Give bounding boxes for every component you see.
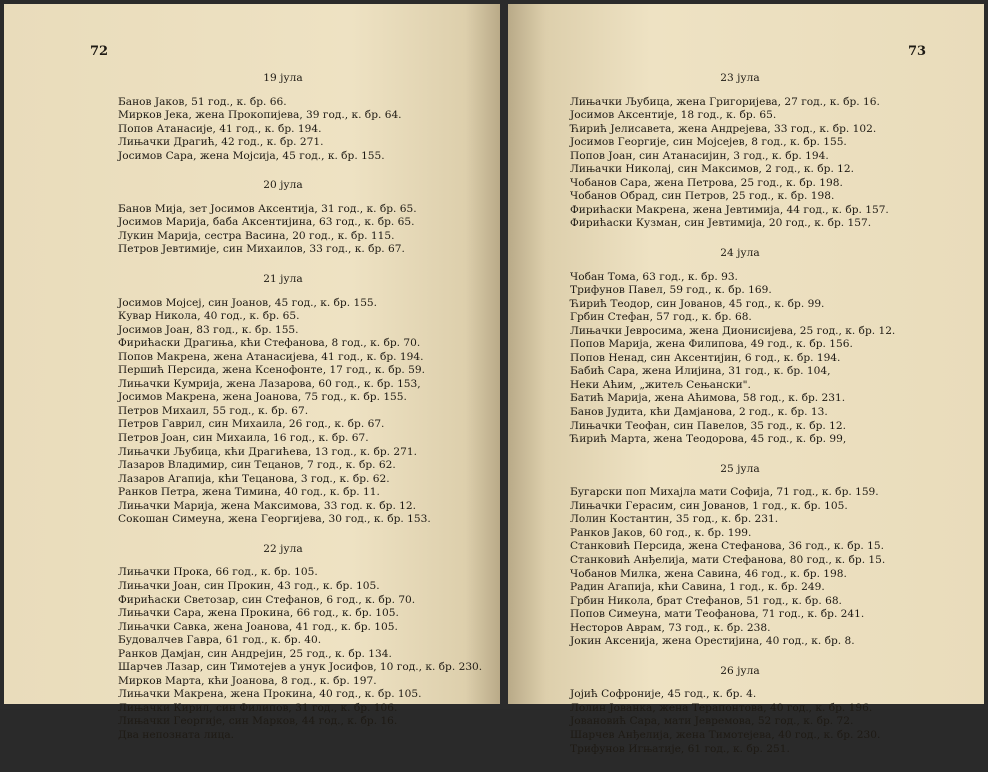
list-item: Трифунов Игњатије, 61 год., к. бр. 251. bbox=[570, 742, 790, 755]
list-item: Мирков Јека, жена Прокопијева, 39 год., к. бр. 64. bbox=[118, 109, 402, 122]
date-section bbox=[570, 665, 910, 756]
list-item: Лињачки Сара, жена Прокина, 66 год., к. бр. 105. bbox=[118, 607, 399, 620]
list-item: Попов Јоан, син Атанасијин, 3 год., к. бр. 194. bbox=[570, 149, 829, 162]
list-item: Батић Марија, жена Аћимова, 58 год., к. бр. 231. bbox=[570, 392, 846, 405]
list-item: Лолин Јованка, жена Терапонтова, 40 год., к. бр. 196. bbox=[570, 701, 873, 714]
right-page bbox=[508, 4, 984, 755]
list-item: Лињачки Кумрија, жена Лазарова, 60 год., к. бр. 153, bbox=[118, 377, 421, 390]
page-content bbox=[570, 72, 910, 772]
list-item: Несторов Аврам, 73 год., к. бр. 238. bbox=[570, 621, 771, 634]
list-item: Лињачки Јоан, син Прокин, 43 год., к. бр. 105. bbox=[118, 579, 380, 592]
list-item: Фирићаски Светозар, син Стефанов, 6 год., к. бр. 70. bbox=[118, 593, 416, 606]
section-heading: 24 јула bbox=[720, 247, 760, 260]
date-section bbox=[118, 273, 482, 527]
entry-list bbox=[570, 271, 910, 447]
list-item: Попов Марија, жена Филипова, 49 год., к. бр. 156. bbox=[570, 338, 853, 351]
entry-list bbox=[118, 203, 482, 257]
list-item: Неки Аћим, „житељ Сењански". bbox=[570, 378, 751, 391]
list-item: Трифунов Павел, 59 год., к. бр. 169. bbox=[570, 284, 772, 297]
list-item: Ћирић Теодор, син Јованов, 45 год., к. бр. 99. bbox=[570, 297, 825, 310]
section-heading: 25 јула bbox=[720, 462, 760, 475]
left-page bbox=[4, 4, 500, 741]
list-item: Петров Јевтимије, син Михаилов, 33 год., к. бр. 67. bbox=[118, 243, 405, 256]
list-item: Лукин Марија, сестра Васина, 20 год., к. бр. 115. bbox=[118, 229, 395, 242]
list-item: Лињачки Марија, жена Максимова, 33 год. к. бр. 12. bbox=[118, 499, 417, 512]
list-item: Јокин Аксенија, жена Орестијина, 40 год., к. бр. 8. bbox=[570, 635, 855, 648]
list-item: Јосимов Мојсеј, син Јоанов, 45 год., к. бр. 155. bbox=[118, 296, 378, 309]
page-number: 72 bbox=[90, 44, 109, 59]
list-item: Лињачки Прока, 66 год., к. бр. 105. bbox=[118, 566, 318, 579]
section-heading: 20 јула bbox=[263, 179, 303, 192]
date-section bbox=[570, 247, 910, 447]
list-item: Петров Михаил, 55 год., к. бр. 67. bbox=[118, 404, 309, 417]
list-item: Лињачки Драгић, 42 год., к. бр. 271. bbox=[118, 136, 324, 149]
list-item: Станковић Персида, жена Стефанова, 36 год., к. бр. 15. bbox=[570, 540, 884, 553]
entry-list bbox=[570, 96, 910, 231]
list-item: Чобанов Милка, жена Савина, 46 год., к. бр. 198. bbox=[570, 567, 847, 580]
list-item: Јосимов Аксентије, 18 год., к. бр. 65. bbox=[570, 109, 777, 122]
list-item: Ћирић Јелисавета, жена Андрејева, 33 год., к. бр. 102. bbox=[570, 122, 877, 135]
list-item: Будовалчев Гавра, 61 год., к. бр. 40. bbox=[118, 634, 322, 647]
date-section bbox=[570, 72, 910, 231]
list-item: Јовановић Сара, мати Јевремова, 52 год., к. бр. 72. bbox=[570, 715, 854, 728]
list-item: Радин Агапија, кћи Савина, 1 год., к. бр. 249. bbox=[570, 581, 825, 594]
list-item: Попов Ненад, син Аксентијин, 6 год., к. бр. 194. bbox=[570, 351, 841, 364]
list-item: Јосимов Сара, жена Мојсија, 45 год., к. бр. 155. bbox=[118, 149, 385, 162]
date-section bbox=[118, 543, 482, 743]
list-item: Бабић Сара, жена Илијина, 31 год., к. бр. 104, bbox=[570, 365, 831, 378]
list-item: Лињачки Георгије, син Марков, 44 год., к. бр. 16. bbox=[118, 715, 398, 728]
section-heading: 22 јула bbox=[263, 542, 303, 555]
list-item: Бугарски поп Михајла мати Софија, 71 год., к. бр. 159. bbox=[570, 486, 879, 499]
list-item: Грбин Стефан, 57 год., к. бр. 68. bbox=[570, 311, 752, 324]
list-item: Лолин Костантин, 35 год., к. бр. 231. bbox=[570, 513, 779, 526]
list-item: Лињачки Николај, син Максимов, 2 год., к. бр. 12. bbox=[570, 163, 855, 176]
section-heading: 26 јула bbox=[720, 664, 760, 677]
list-item: Чобан Тома, 63 год., к. бр. 93. bbox=[570, 270, 738, 283]
list-item: Чобанов Сара, жена Петрова, 25 год., к. бр. 198. bbox=[570, 176, 843, 189]
list-item: Сокошан Симеуна, жена Георгијева, 30 год., к. бр. 153. bbox=[118, 513, 431, 526]
list-item: Шарчев Анђелија, жена Тимотејева, 40 год., к. бр. 230. bbox=[570, 728, 881, 741]
page-number: 73 bbox=[908, 44, 927, 59]
entry-list bbox=[118, 96, 482, 164]
list-item: Лињачки Макрена, жена Прокина, 40 год., к. бр. 105. bbox=[118, 688, 422, 701]
list-item: Јосимов Макрена, жена Јоанова, 75 год., к. бр. 155. bbox=[118, 391, 407, 404]
page-content bbox=[118, 72, 482, 759]
list-item: Фирићаски Драгиња, кћи Стефанова, 8 год., к. бр. 70. bbox=[118, 337, 421, 350]
list-item: Ранков Дамјан, син Андрејин, 25 год., к. бр. 134. bbox=[118, 647, 392, 660]
list-item: Банов Јудита, кћи Дамјанова, 2 год., к. бр. 13. bbox=[570, 406, 828, 419]
list-item: Лињачки Теофан, син Павелов, 35 год., к. бр. 12. bbox=[570, 419, 847, 432]
list-item: Ранков Јаков, 60 год., к. бр. 199. bbox=[570, 526, 752, 539]
list-item: Лињачки Герасим, син Јованов, 1 год., к. бр. 105. bbox=[570, 499, 848, 512]
date-section bbox=[118, 179, 482, 257]
entry-list bbox=[118, 566, 482, 742]
date-section bbox=[570, 463, 910, 649]
list-item: Мирков Марта, кћи Јоанова, 8 год., к. бр. 197. bbox=[118, 674, 377, 687]
list-item: Два непозната лица. bbox=[118, 728, 235, 741]
list-item: Попов Макрена, жена Атанасијева, 41 год., к. бр. 194. bbox=[118, 350, 424, 363]
list-item: Попов Атанасије, 41 год., к. бр. 194. bbox=[118, 122, 322, 135]
list-item: Лињачки Савка, жена Јоанова, 41 год., к. бр. 105. bbox=[118, 620, 398, 633]
list-item: Шарчев Лазар, син Тимотејев а унук Јосифов, 10 год., к. бр. 230. bbox=[118, 661, 483, 674]
list-item: Чобанов Обрад, син Петров, 25 год., к. бр. 198. bbox=[570, 190, 835, 203]
list-item: Банов Јаков, 51 год., к. бр. 66. bbox=[118, 95, 287, 108]
list-item: Першић Персида, жена Ксенофонте, 17 год., к. бр. 59. bbox=[118, 364, 425, 377]
section-heading: 21 јула bbox=[263, 273, 303, 286]
list-item: Лињачки Љубица, кћи Драгићева, 13 год., к. бр. 271. bbox=[118, 445, 417, 458]
entry-list bbox=[118, 297, 482, 527]
list-item: Ранков Петра, жена Тимина, 40 год., к. бр. 11. bbox=[118, 486, 380, 499]
list-item: Петров Гаврил, син Михаила, 26 год., к. бр. 67. bbox=[118, 418, 385, 431]
list-item: Петров Јоан, син Михаила, 16 год., к. бр. 67. bbox=[118, 432, 369, 445]
list-item: Станковић Анђелија, мати Стефанова, 80 год., к. бр. 15. bbox=[570, 553, 886, 566]
date-section bbox=[118, 72, 482, 163]
list-item: Јосимов Марија, баба Аксентијина, 63 год., к. бр. 65. bbox=[118, 216, 415, 229]
section-heading: 19 јула bbox=[263, 72, 303, 84]
list-item: Банов Мија, зет Јосимов Аксентија, 31 год., к. бр. 65. bbox=[118, 202, 417, 215]
list-item: Лињачки Љубица, жена Григоријева, 27 год., к. бр. 16. bbox=[570, 95, 880, 108]
list-item: Лињачки Јевросима, жена Дионисијева, 25 год., к. бр. 12. bbox=[570, 324, 896, 337]
list-item: Попов Симеуна, мати Теофанова, 71 год., к. бр. 241. bbox=[570, 608, 865, 621]
list-item: Јосимов Јоан, 83 год., к. бр. 155. bbox=[118, 323, 299, 336]
list-item: Грбин Никола, брат Стефанов, 51 год., к. бр. 68. bbox=[570, 594, 842, 607]
section-heading: 23 јула bbox=[720, 72, 760, 84]
entry-list bbox=[570, 486, 910, 649]
list-item: Ћирић Марта, жена Теодорова, 45 год., к. бр. 99, bbox=[570, 433, 847, 446]
list-item: Јосимов Георгије, син Мојсејев, 8 год., к. бр. 155. bbox=[570, 136, 847, 149]
list-item: Јојић Софроније, 45 год., к. бр. 4. bbox=[570, 688, 757, 701]
list-item: Фирићаски Кузман, син Јевтимија, 20 год., к. бр. 157. bbox=[570, 217, 872, 230]
list-item: Лињачки Кирил, син Филипов, 31 год., к. бр. 106. bbox=[118, 701, 398, 714]
list-item: Лазаров Агапија, кћи Тецанова, 3 год., к. бр. 62. bbox=[118, 472, 390, 485]
list-item: Фирићаски Макрена, жена Јевтимија, 44 год., к. бр. 157. bbox=[570, 203, 889, 216]
entry-list bbox=[570, 688, 910, 756]
list-item: Лазаров Владимир, син Тецанов, 7 год., к. бр. 62. bbox=[118, 459, 396, 472]
list-item: Кувар Никола, 40 год., к. бр. 65. bbox=[118, 310, 300, 323]
